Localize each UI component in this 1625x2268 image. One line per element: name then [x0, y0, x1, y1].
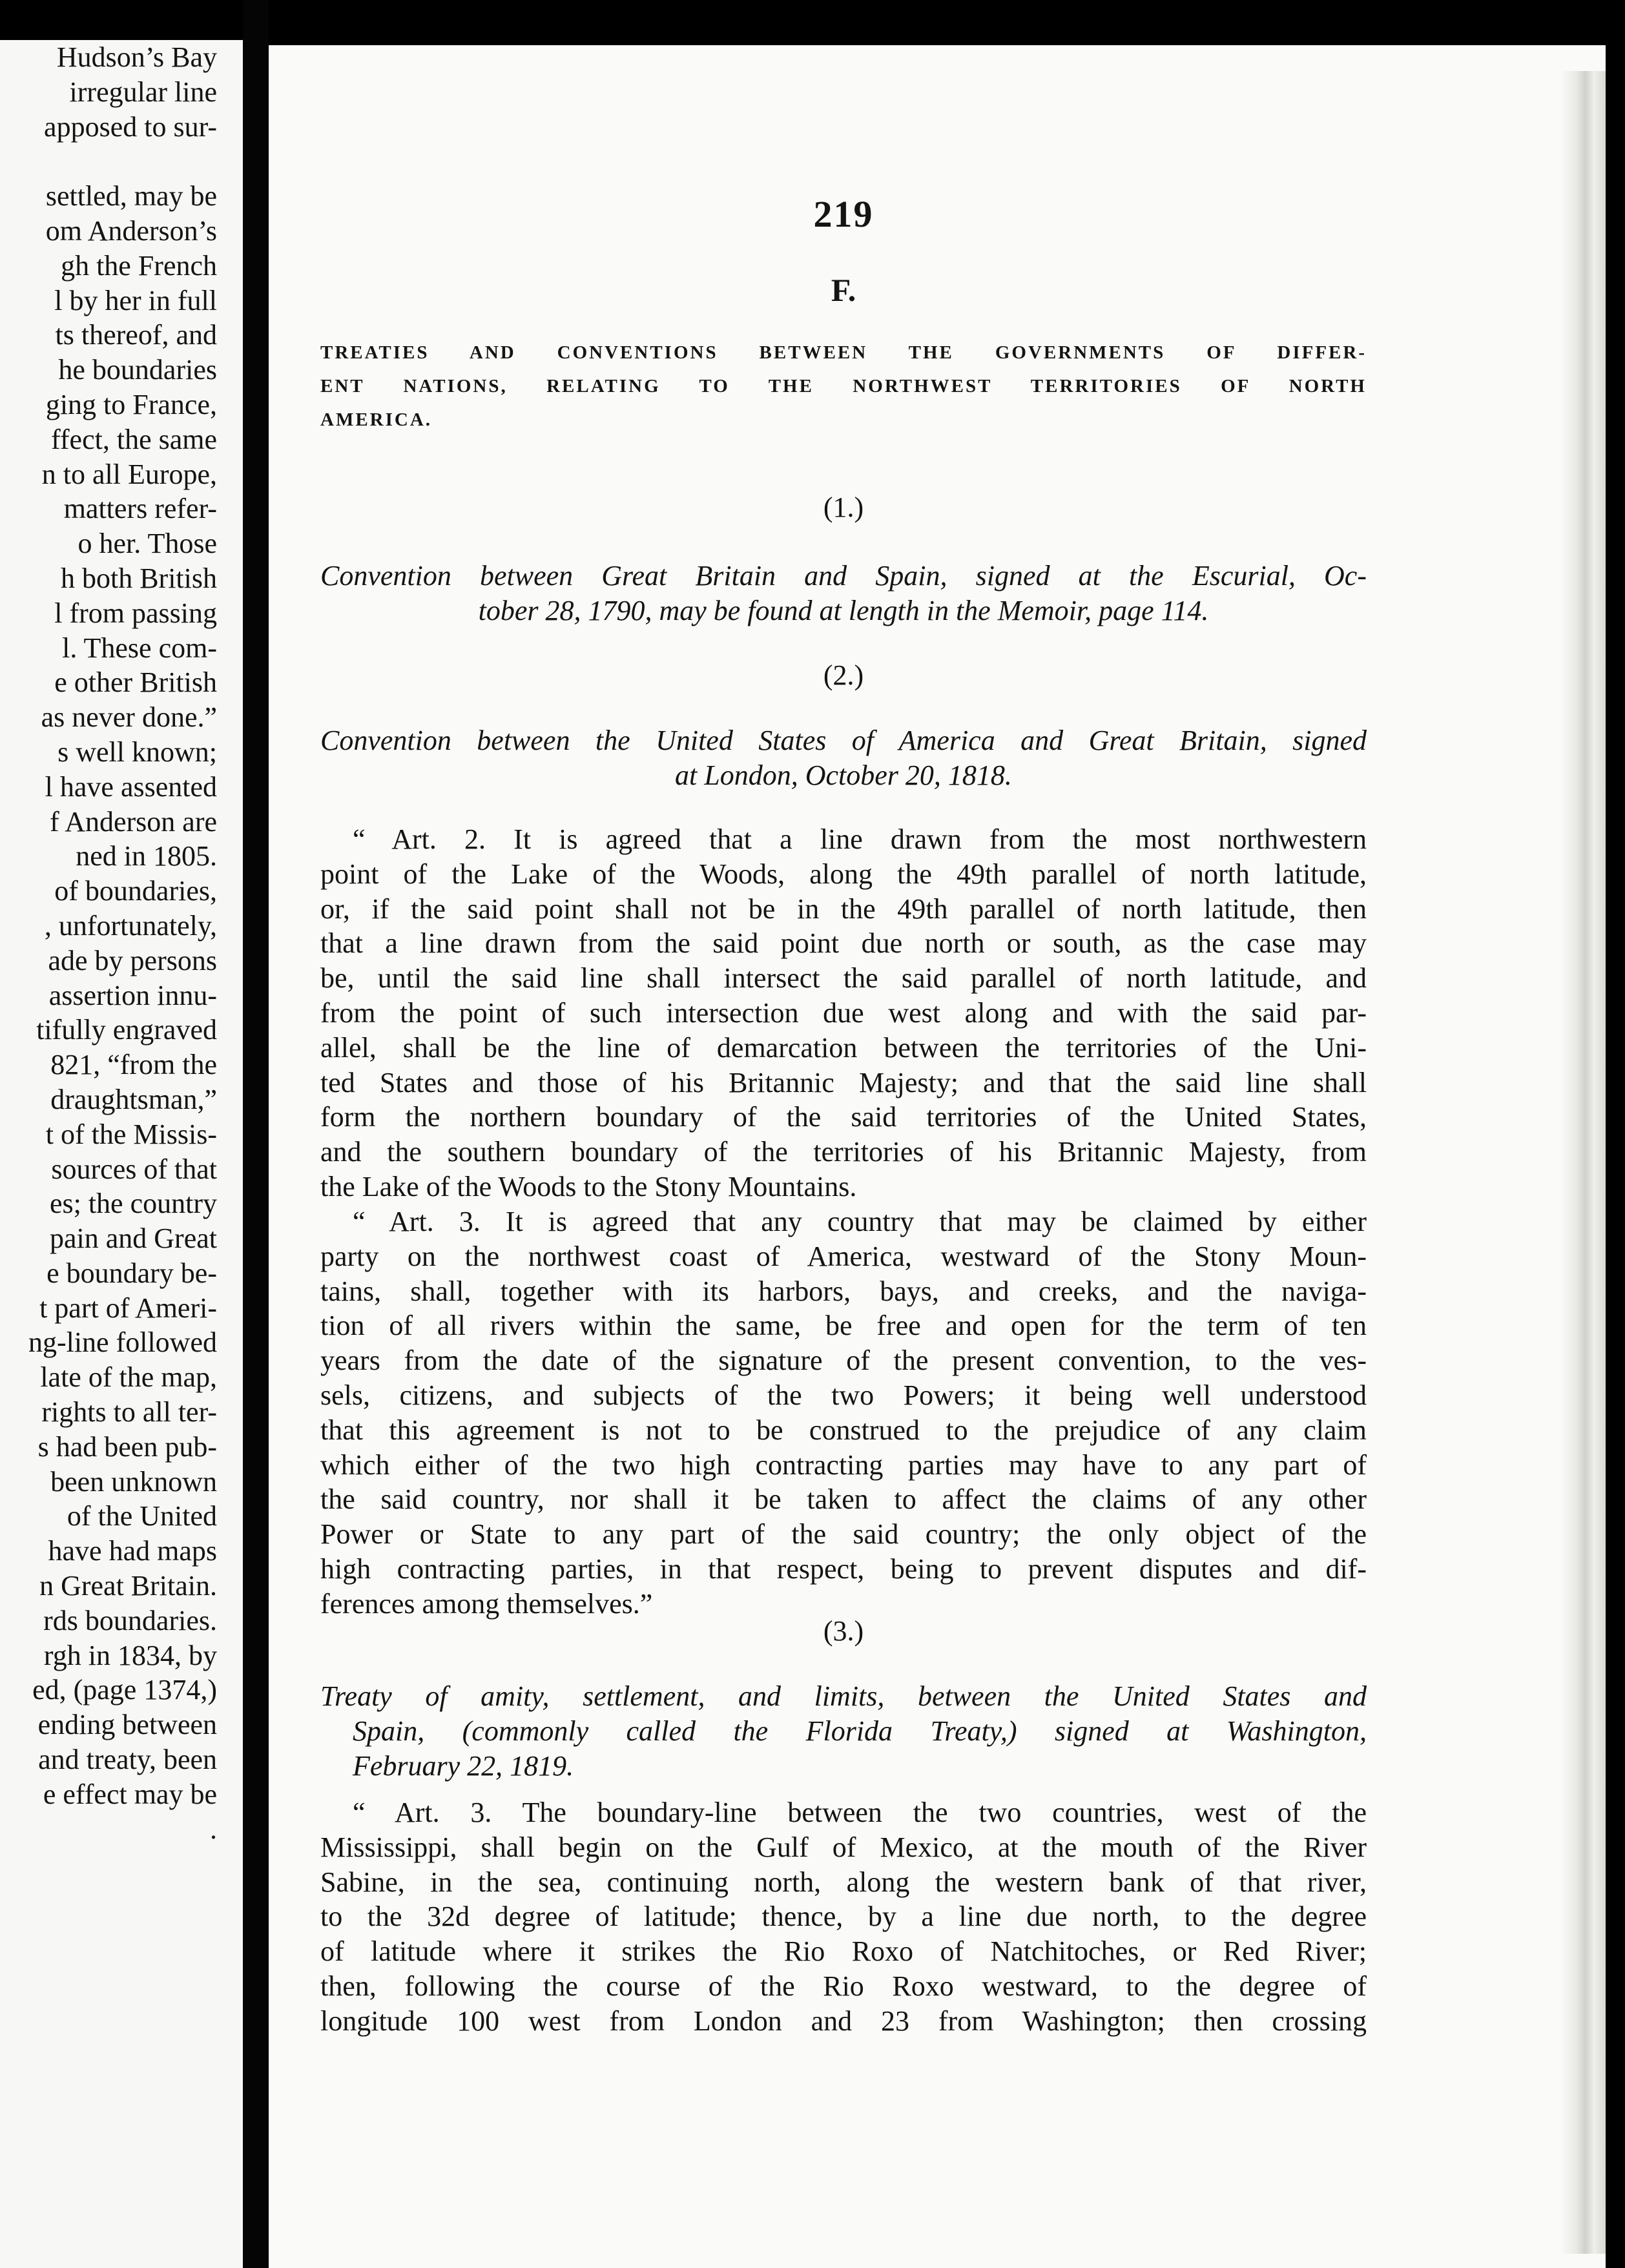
left-page-line: have had maps — [48, 1535, 217, 1567]
section-title — [320, 1679, 1367, 1783]
left-page-line: n to all Europe, — [41, 458, 217, 490]
text-line: the Lake of the Woods to the Stony Mountains. — [320, 1170, 857, 1202]
text-line: longitude 100 west from London and 23 from Washington; then crossing — [320, 2005, 1367, 2037]
text-line: ted States and those of his Britannic Majesty; and that the said line shall — [320, 1066, 1367, 1098]
text-line: form the northern boundary of the said territories of the United States, — [320, 1101, 1367, 1133]
left-page-line: of the United — [67, 1500, 217, 1532]
left-page-line: rgh in 1834, by — [43, 1639, 217, 1671]
text-line: party on the northwest coast of America, westward of the Stony Moun- — [320, 1240, 1367, 1272]
left-page-line: late of the map, — [40, 1361, 217, 1394]
text-line: sels, citizens, and subjects of the two Powers; it being well understood — [320, 1379, 1367, 1411]
title-line: at London, October 20, 1818. — [675, 759, 1012, 791]
left-page-line: f Anderson are — [49, 805, 217, 838]
section-number: (2.) — [823, 659, 864, 691]
page-heading — [320, 336, 1367, 437]
left-page-line: o her. Those — [78, 528, 217, 560]
right-page — [269, 45, 1606, 2268]
left-page-line: ed, (page 1374,) — [32, 1674, 217, 1706]
left-page-line: l from passing — [54, 597, 217, 629]
text-line: and the southern boundary of the territories of his Britannic Majesty, from — [320, 1136, 1367, 1168]
heading-line: TREATIES AND CONVENTIONS BETWEEN THE GOVERNMENTS OF DIFFER- — [320, 342, 1367, 363]
left-page-line: e other British — [54, 666, 217, 699]
title-line: February 22, 1819. — [353, 1749, 574, 1782]
text-line: to the 32d degree of latitude; thence, by a line due north, to the degree — [320, 1901, 1367, 1933]
heading-line: AMERICA. — [320, 409, 433, 430]
left-page-line: l have assented — [45, 770, 217, 803]
title-line: Treaty of amity, settlement, and limits, between the United States and — [320, 1680, 1367, 1712]
left-page-line: n Great Britain. — [39, 1570, 217, 1602]
left-page-line: he boundaries — [58, 354, 217, 386]
section-title — [320, 723, 1367, 793]
text-line: ferences among themselves.” — [320, 1587, 653, 1620]
left-page-line: ade by persons — [48, 944, 217, 976]
left-page-line: settled, may be — [45, 180, 217, 212]
left-page-line: t of the Missis- — [45, 1118, 217, 1150]
text-line: high contracting parties, in that respect, being to prevent disputes and dif- — [320, 1552, 1367, 1585]
left-facing-page — [0, 40, 243, 2268]
text-line: which either of the two high contracting parties may have to any part of — [320, 1448, 1367, 1481]
left-page-line: ending between — [37, 1709, 217, 1741]
left-page-line: es; the country — [49, 1188, 217, 1220]
page-gutter — [243, 0, 269, 2268]
left-page-line — [0, 144, 217, 179]
left-page-line: om Anderson’s — [45, 214, 217, 247]
left-page-line: t part of Ameri- — [39, 1292, 217, 1324]
text-line: “ Art. 3. It is agreed that any country that may be claimed by either — [353, 1206, 1367, 1237]
page-number: 219 — [813, 193, 874, 235]
left-page-line: ts thereof, and — [55, 319, 217, 351]
left-page-line: been unknown — [50, 1465, 217, 1498]
left-page-line: rds boundaries. — [43, 1604, 217, 1636]
heading-line: ENT NATIONS, RELATING TO THE NORTHWEST TERRITORIES OF NORTH — [320, 376, 1367, 397]
left-page-line: irregular line — [69, 76, 217, 108]
text-line: Mississippi, shall begin on the Gulf of Mexico, at the mouth of the River — [320, 1831, 1367, 1863]
text-line: tion of all rivers within the same, be free and open for the term of ten — [320, 1310, 1367, 1342]
text-line: tains, shall, together with its harbors, bays, and creeks, and the naviga- — [320, 1275, 1367, 1307]
left-page-line: as never done.” — [41, 701, 217, 734]
title-line: Convention between Great Britain and Spain, signed at the Escurial, Oc- — [320, 560, 1367, 592]
text-line: that a line drawn from the said point due north or south, as the case may — [320, 927, 1367, 960]
left-page-line: sources of that — [51, 1153, 217, 1185]
left-page-line: tifully engraved — [36, 1014, 217, 1046]
left-page-line: draughtsman,” — [50, 1083, 217, 1115]
left-page-line: s well known; — [57, 736, 217, 768]
left-page-line: h both British — [60, 562, 217, 594]
left-page-text — [0, 40, 217, 1846]
left-page-line: gh the French — [61, 249, 217, 282]
section-number: (1.) — [823, 491, 864, 523]
left-page-line: pain and Great — [50, 1222, 217, 1255]
left-page-line: of boundaries, — [54, 875, 217, 907]
left-page-line: l by her in full — [54, 284, 217, 316]
appendix-letter: F. — [831, 272, 856, 308]
section-number: (3.) — [823, 1615, 864, 1647]
left-page-line: apposed to sur- — [44, 110, 217, 143]
text-line: or, if the said point shall not be in the 49th parallel of north latitude, then — [320, 892, 1367, 925]
text-line: Power or State to any part of the said country; the only object of the — [320, 1518, 1367, 1551]
page-edge — [1560, 71, 1606, 2254]
text-line: Sabine, in the sea, continuing north, along the western bank of that river, — [320, 1866, 1367, 1898]
left-page-line: l. These com- — [62, 632, 217, 664]
article-2 — [320, 822, 1367, 1204]
left-page-line: ging to France, — [45, 388, 217, 420]
text-line: the said country, nor shall it be taken to affect the claims of any other — [320, 1483, 1367, 1516]
left-page-line: ned in 1805. — [76, 840, 217, 872]
title-line: Spain, (commonly called the Florida Treaty,) signed at Washington, — [353, 1715, 1367, 1747]
left-page-line: e effect may be — [43, 1778, 217, 1810]
section-title — [320, 559, 1367, 628]
left-page-line: assertion innu- — [48, 979, 217, 1011]
text-line: from the point of such intersection due west along and with the said par- — [320, 996, 1367, 1029]
text-line: then, following the course of the Rio Roxo westward, to the degree of — [320, 1970, 1367, 2002]
left-page-line: ffect, the same — [51, 423, 217, 455]
title-line: Convention between the United States of America and Great Britain, signed — [320, 725, 1367, 756]
left-page-line: s had been pub- — [37, 1430, 217, 1463]
left-page-line: ng-line followed — [28, 1326, 217, 1359]
article-3 — [320, 1795, 1367, 2039]
left-page-line: rights to all ter- — [41, 1396, 217, 1428]
left-page-line: , unfortunately, — [44, 909, 217, 942]
text-line: years from the date of the signature of the present convention, to the ves- — [320, 1345, 1367, 1377]
left-page-line: 821, “from the — [50, 1049, 217, 1081]
text-line: “ Art. 2. It is agreed that a line drawn from the most northwestern — [353, 823, 1367, 855]
text-line: point of the Lake of the Woods, along the 49th parallel of north latitude, — [320, 858, 1367, 890]
title-line: tober 28, 1790, may be found at length in the Memoir, page 114. — [478, 594, 1209, 626]
text-line: that this agreement is not to be construed to the prejudice of any claim — [320, 1414, 1367, 1446]
left-page-line: . — [210, 1813, 217, 1845]
text-line: of latitude where it strikes the Rio Roxo of Natchitoches, or Red River; — [320, 1935, 1367, 1968]
text-line: be, until the said line shall intersect the said parallel of north latitude, and — [320, 962, 1367, 995]
text-line: allel, shall be the line of demarcation between the territories of the Uni- — [320, 1031, 1367, 1064]
left-page-line: matters refer- — [63, 493, 217, 525]
left-page-line: Hudson’s Bay — [56, 41, 217, 73]
article-3 — [320, 1204, 1367, 1622]
left-page-line: e boundary be- — [47, 1257, 217, 1289]
left-page-line: and treaty, been — [38, 1744, 217, 1776]
text-line: “ Art. 3. The boundary-line between the two countries, west of the — [353, 1797, 1367, 1828]
